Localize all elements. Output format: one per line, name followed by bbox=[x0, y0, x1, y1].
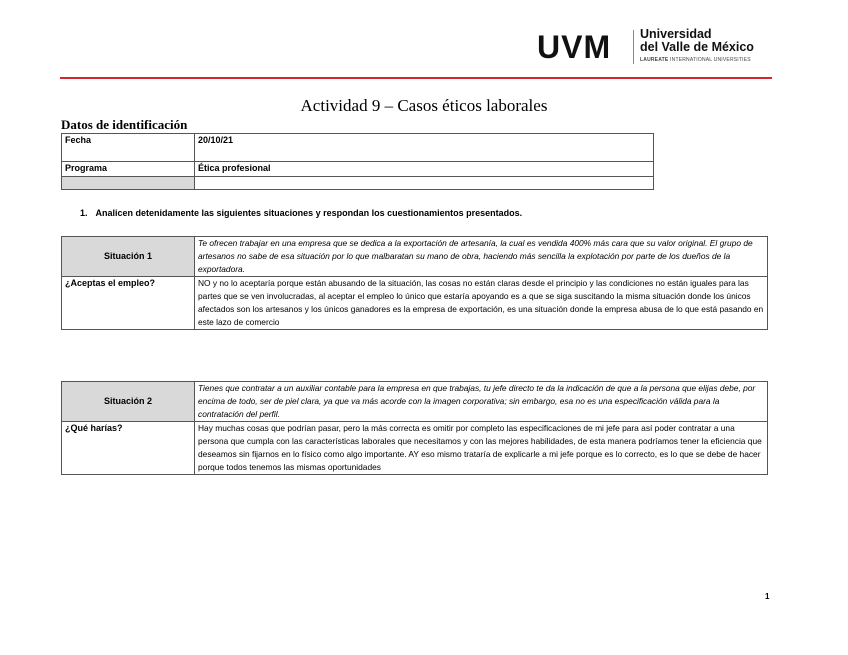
page-number: 1 bbox=[765, 592, 770, 601]
section-title: Datos de identificación bbox=[61, 117, 188, 132]
situation-2-answer[interactable]: Hay muchas cosas que podrían pasar, pero la más correcta es omitir por completo las especificaciones de mi jefe para así poder contratar a una persona que cumpla con las características laborales que necesitamos y con las mejores habilidades, de esta manera podríamos tener la eficiencia que deseamos sin fijarnos en lo físico como algo importante. AY eso mismo trataría de explicarle a mi jefe porque es lo correcto, es lo que se debe de hacer porque todos tenemos las mismas oportunidades bbox=[195, 422, 768, 475]
table-row bbox=[62, 162, 654, 177]
situation-1-description: Te ofrecen trabajar en una empresa que se dedica a la exportación de artesanía, la cual es vendida 400% más cara que su valor original. El grupo de artesanos no sabe de esa situación por lo que malbaratan su mano de obra, haciendo más sencilla la explotación por parte de los dueños de la exportadora. bbox=[195, 237, 768, 277]
identification-table bbox=[61, 133, 654, 190]
situation-2-question: ¿Qué harías? bbox=[62, 422, 195, 475]
situation-1-heading: Situación 1 bbox=[62, 237, 195, 277]
table-row bbox=[62, 382, 768, 422]
table-row bbox=[62, 134, 654, 162]
id-label-empty bbox=[62, 177, 195, 190]
document-title: Actividad 9 – Casos éticos laborales bbox=[300, 96, 548, 115]
id-value-programa[interactable]: Ética profesional bbox=[195, 162, 654, 177]
table-row bbox=[62, 422, 768, 475]
id-label-fecha: Fecha bbox=[62, 134, 195, 162]
id-value-fecha[interactable]: 20/10/21 bbox=[195, 134, 654, 162]
table-row bbox=[62, 177, 654, 190]
logo-university-name: Universidad del Valle de México bbox=[640, 27, 754, 54]
situation-1-table bbox=[61, 236, 768, 330]
table-row bbox=[62, 237, 768, 277]
instruction-number: 1. bbox=[80, 208, 88, 218]
instruction bbox=[80, 208, 530, 218]
situation-1-question: ¿Aceptas el empleo? bbox=[62, 277, 195, 330]
instruction-text: Analicen detenidamente las siguientes situaciones y respondan los cuestionamientos presentados. bbox=[95, 208, 523, 218]
situation-2-table bbox=[61, 381, 768, 475]
table-row bbox=[62, 277, 768, 330]
situation-2-heading: Situación 2 bbox=[62, 382, 195, 422]
logo-wordmark: UVM bbox=[537, 29, 612, 65]
logo-divider bbox=[633, 30, 634, 64]
situation-1-answer[interactable]: NO y no lo aceptaría porque están abusando de la situación, las cosas no están claras desde el principio y las condiciones no están iguales para las partes que se ven involucradas, al aceptar el empleo lo único que estaría apoyando es a que se siga suscitando la misma situación donde los únicos afectados son los artesanos y los únicos ganadores es la empresa de exportación, es una situación donde la empresa abusa de lo que está pasando en este lazo de comercio bbox=[195, 277, 768, 330]
id-value-empty[interactable] bbox=[195, 177, 654, 190]
logo-network: LAUREATE INTERNATIONAL UNIVERSITIES bbox=[640, 57, 751, 63]
id-label-programa: Programa bbox=[62, 162, 195, 177]
situation-2-description: Tienes que contratar a un auxiliar contable para la empresa en que trabajas, tu jefe directo te da la indicación de que a la persona que elijas debe, por encima de todo, ser de piel clara, ya que va más acorde con la imagen corporativa; sin embargo, esa no es una especificación válida para la contratación del perfil. bbox=[195, 382, 768, 422]
header-rule bbox=[60, 77, 772, 79]
